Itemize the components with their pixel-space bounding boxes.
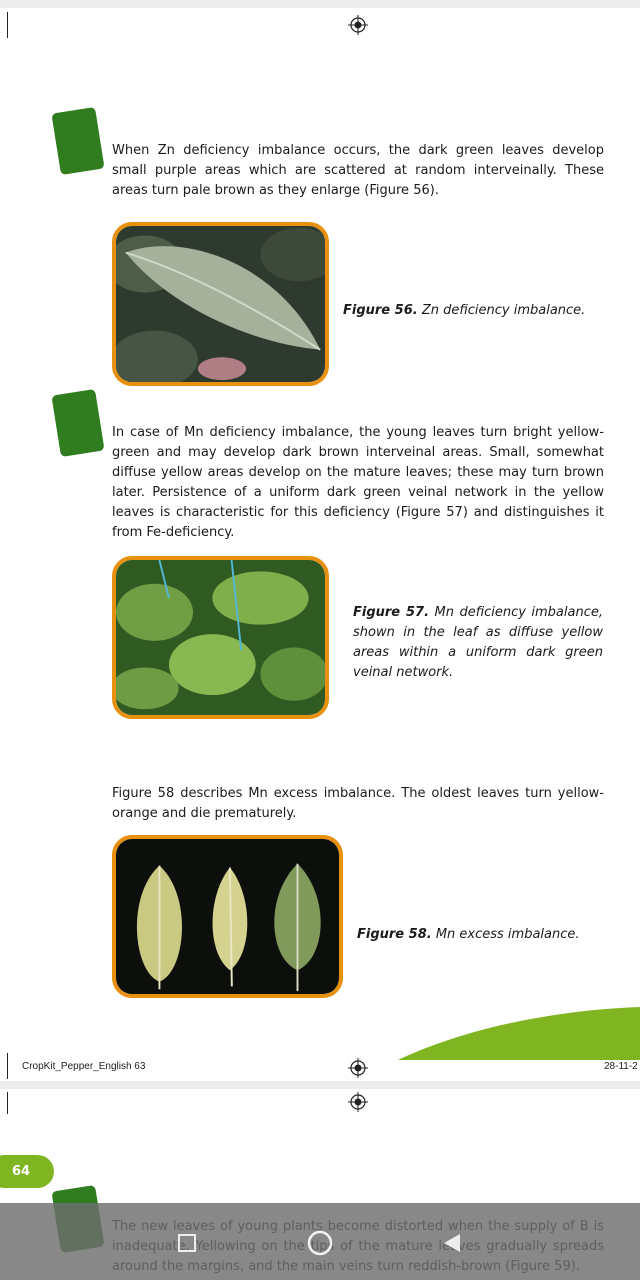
registration-mark-icon (348, 1058, 368, 1078)
registration-mark-icon (348, 15, 368, 35)
page-corner-swoosh (398, 1005, 640, 1060)
paragraph-zn-deficiency: When Zn deficiency imbalance occurs, the dark green leaves develop small purple areas which are scattered at random interveinally. These areas turn pale brown as they enlarge (Figure 56). (112, 143, 604, 198)
paragraph-mn-excess: Figure 58 describes Mn excess imbalance. The oldest leaves turn yellow-orange and die prematurely. (112, 786, 604, 821)
figure-58-text: Mn excess imbalance. (435, 927, 580, 942)
paragraph-mn-deficiency: In case of Mn deficiency imbalance, the young leaves turn bright yellow-green and may develop dark brown interveinal areas. Small, somewhat diffuse yellow areas develop on the mature leaves; these may turn brown later. Persistence of a uniform dark green veinal network in the yellow leaves is characteristic for this deficiency (Figure 57) and distinguishes it from Fe-deficiency. (112, 425, 604, 540)
home-circle-icon[interactable] (305, 1228, 335, 1258)
section-marker-mn (51, 389, 104, 457)
figure-57-photo (112, 556, 329, 719)
page-top-strip (0, 0, 640, 8)
back-triangle-icon[interactable] (440, 1231, 464, 1255)
crop-mark (7, 1053, 8, 1079)
crop-mark (7, 12, 8, 38)
registration-mark-icon (348, 1092, 368, 1112)
back-square-icon[interactable] (176, 1232, 198, 1254)
figure-58-photo (112, 835, 343, 998)
figure-57-text: Mn deficiency imbalance, shown in the leaf as diffuse yellow areas within a uniform dark green veinal network. (353, 605, 603, 680)
figure-58-caption (357, 925, 597, 945)
footer-file-label: CropKit_Pepper_English 63 (22, 1061, 146, 1072)
section-marker-zn (51, 107, 104, 175)
page-number-badge: 64 (0, 1155, 54, 1188)
figure-56-label: Figure 56. (343, 303, 418, 318)
figure-56-photo (112, 222, 329, 386)
footer-date: 28-11-2 (604, 1061, 638, 1072)
page-separator (0, 1081, 640, 1089)
figure-57-label: Figure 57. (353, 605, 430, 620)
figure-56-caption (343, 301, 603, 321)
figure-56-text: Zn deficiency imbalance. (421, 303, 586, 318)
crop-mark (7, 1092, 8, 1114)
figure-57-caption (353, 603, 603, 683)
figure-58-label: Figure 58. (357, 927, 432, 942)
